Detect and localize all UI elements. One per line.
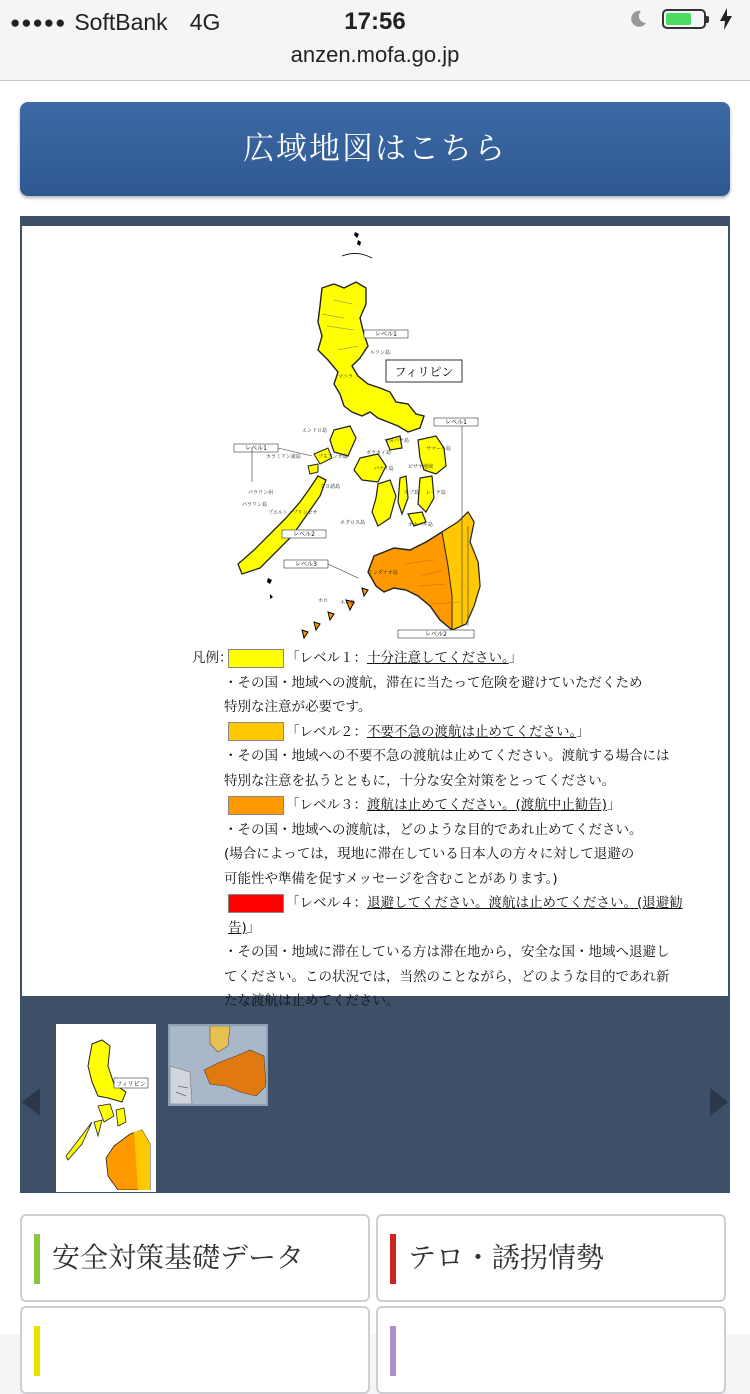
legend-color-swatch [228,894,284,913]
tile-accent-bar [390,1234,396,1284]
legend-description: 特別な注意を払うとともに，十分な安全対策をとってください。 [224,772,616,789]
tile-label: テロ・誘拐情勢 [408,1241,605,1274]
mindoro-island [330,426,356,456]
legend-label-text: 不要不急の渡航は止めてください。 [367,723,577,740]
thumbnail-philippines-map[interactable] [56,1024,156,1192]
status-bar [0,0,750,42]
tile-accent-bar [34,1234,40,1284]
tile-safety-basic-data[interactable] [20,1214,370,1302]
thumbnail-map-image [58,1026,154,1190]
tile-third[interactable] [20,1306,370,1394]
map-place-label: ボホール島 [408,522,433,528]
legend-description: ・その国・地域への不要不急の渡航は止めてください。渡航する場合には [224,748,670,764]
luzon-island [318,282,424,432]
thumbnail-wide-area-map[interactable] [168,1024,268,1106]
battery-level [666,13,691,25]
moon-icon [628,9,648,29]
legend-description: ・その国・地域への渡航は，どのような目的であれ止めてください。 [224,821,643,838]
legend-color-swatch [228,722,284,741]
legend-level-label [192,720,712,745]
map-place-label: パラワン州 [248,490,274,496]
battery-icon [662,9,706,29]
legend-label-prefix: 「レベル３： [286,797,367,813]
clock: 17:56 [344,8,406,35]
chevron-left-icon[interactable] [22,1088,40,1116]
charging-bolt-icon [720,8,732,30]
map-place-label: クヨ諸島 [320,484,341,490]
image-gallery [20,216,730,1193]
map-place-label: ミンダナオ島 [368,570,398,576]
thumbnail-strip [56,1024,268,1192]
map-level-label: レベル1 [445,419,467,426]
map-level-label: レベル2 [293,531,315,538]
negros-island [372,480,396,526]
map-place-label: パナイ島 [374,466,394,472]
signal-strength-icon: ●●●●● [10,12,67,32]
map-place-label: カラミアン諸島 [266,454,301,460]
legend-label-suffix: 」 [607,797,621,813]
legend-description: ・その国・地域に滞在している方は滞在地から，安全な国・地域へ退避し [224,944,670,960]
map-place-label: ボラカイ島 [366,450,391,456]
legend-description: (場合によっては，現地に滞在している日本人の方々に対して退避の [224,846,635,862]
legend-label-text: 退避してください。渡航は止めてください。(退避勧告) [228,895,683,936]
legend-description: 可能性や準備を促すメッセージを含むことがあります。) [224,870,558,887]
map-place-label: ネグロス島 [340,520,366,526]
map-level-label: レベル1 [375,331,397,338]
map-place-label: マスバテ島 [384,438,410,444]
legend-item [192,793,712,891]
map-level-label: レベル2 [425,631,447,638]
tile-label: 安全対策基礎データ [52,1241,305,1274]
legend-item [192,646,712,720]
map-place-label: ブスアンガ島 [318,454,348,460]
map-place-label: セブ島 [404,490,420,496]
map-place-label: パラワン島 [242,502,268,508]
legend-description: てください。この状況では，当然のことながら，どのような目的であれ新 [224,968,670,985]
travel-advisory-map-image[interactable] [20,224,730,1009]
map-level-label: レベル1 [245,445,267,452]
network-type: 4G [189,9,221,35]
legend-item [192,891,712,1014]
map-place-label: プエルト・プリンセサ [268,510,318,516]
legend-label-suffix: 」 [508,650,523,666]
wide-area-map-button[interactable]: 広域地図はこちら [20,102,730,196]
status-right [628,8,732,30]
legend-description: 特別な注意が必要です。 [224,699,372,715]
map-place-label: レイテ島 [426,490,446,496]
legend-item [192,720,712,794]
thumbnail-title: フィリピン [116,1081,146,1088]
thumbnail-wide-map-image [170,1026,266,1104]
map-place-label: ビサヤ地域 [408,464,434,470]
map-legend [192,646,712,1014]
legend-label-prefix: 「レベル１： [286,650,367,666]
tile-terror-kidnap-info[interactable] [376,1214,726,1302]
map-country-title: フィリピン [394,365,454,379]
legend-heading: 凡例： [192,650,233,666]
legend-label-prefix: 「レベル２： [286,723,367,740]
web-page [0,81,750,1334]
map-place-label: ルソン島 [370,350,391,356]
legend-label-suffix: 」 [246,919,261,936]
legend-color-swatch [228,649,284,668]
map-level-label: レベル3 [295,561,317,568]
map-place-label: エンドロ島 [302,428,328,434]
legend-label-suffix: 」 [576,723,590,740]
legend-label-prefix: 「レベル４： [286,895,367,911]
philippines-map [22,226,728,646]
legend-color-swatch [228,796,284,815]
map-place-label: マニラ [338,374,354,380]
legend-level-label [192,646,712,671]
chevron-right-icon[interactable] [710,1088,728,1116]
map-place-label: サマール島 [426,446,451,452]
legend-label-text: 渡航は止めてください。(渡航中止勧告) [367,797,608,813]
legend-level-label [192,891,712,940]
url-bar[interactable]: anzen.mofa.go.jp [290,42,460,67]
legend-description: たな渡航は止めてください。 [224,993,400,1009]
legend-description: ・その国・地域への渡航，滞在に当たって危険を避けていただくため [224,674,643,691]
tile-fourth[interactable] [376,1306,726,1394]
legend-label-text: 十分注意してください。 [367,650,509,666]
legend-level-label [192,793,712,818]
carrier-name: SoftBank [74,9,168,35]
map-place-label: ホロ島 [340,600,356,606]
map-place-label: ホロ [318,598,329,604]
